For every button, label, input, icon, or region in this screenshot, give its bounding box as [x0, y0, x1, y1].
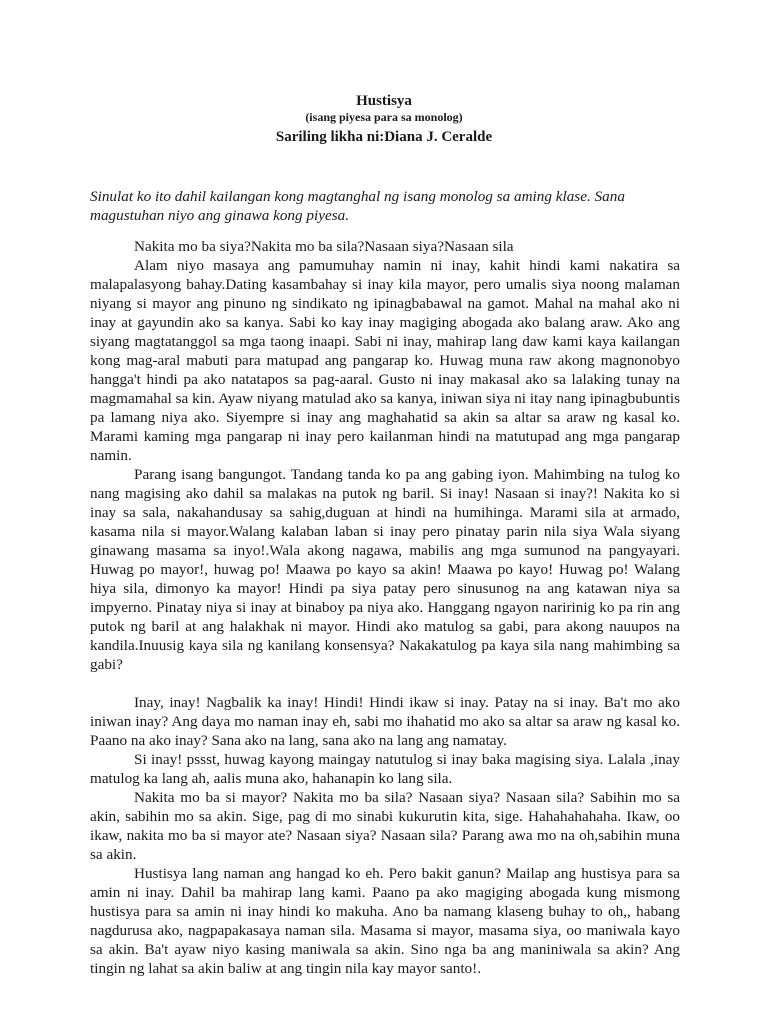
paragraph-inay-returned: Inay, inay! Nagbalik ka inay! Hindi! Hindi ikaw si inay. Patay na si inay. Ba't mo ako iniwan inay? Ang daya mo naman inay eh, sabi mo ihahatid mo ako sa altar sa araw ng kasal ko. Paano na ako inay? Sana ako na lang, sana ako na lang ang namatay.: [90, 694, 680, 749]
document-header: [0, 92, 768, 147]
paragraph-opening-line: Nakita mo ba siya?Nakita mo ba sila?Nasaan siya?Nasaan sila: [134, 238, 514, 255]
document-subtitle: (isang piyesa para sa monolog): [305, 110, 463, 124]
paragraph-justice: Hustisya lang naman ang hangad ko eh. Pero bakit ganun? Mailap ang hustisya para sa amin ni inay. Dahil ba mahirap lang kami. Paano pa ako magiging abogada kung mismong hustisya para sa amin ni inay hindi ko makuha. Ano ba namang klaseng buhay to oh,, habang nagdurusa ako, nagpapakasaya naman sila. Masama si mayor, masama siya, oo maniwala kayo sa akin. Ba't ayaw niyo kasing maniwala sa akin. Sino nga ba ang maniniwala sa akin? Ang tingin ng lahat sa akin baliw at ang tingin nila kay mayor santo!.: [90, 865, 680, 977]
monologue-body: [90, 237, 680, 978]
paragraph-searching-mayor: Nakita mo ba si mayor? Nakita mo ba sila? Nasaan siya? Nasaan sila? Sabihin mo sa akin, sabihin mo sa akin. Sige, pag di mo sinabi kukurutin kita, sige. Hahahahahaha. Ikaw, oo ikaw, nakita mo ba si mayor ate? Nasaan siya? Nasaan sila? Parang awa mo na oh,sabihin muna sa akin.: [90, 789, 680, 863]
document-title: Hustisya: [356, 93, 412, 109]
paragraph-spacer: [90, 674, 680, 693]
paragraph-life-with-inay: Alam niyo masaya ang pamumuhay namin ni inay, kahit hindi kami nakatira sa malapalasyong bahay.Dating kasambahay si inay kila mayor, pero umalis siya noong malaman niyang si mayor ang pinuno ng sindikato ng ipinagbabawal na gamot. Mahal na mahal ako ni inay at gayundin ako sa kanya. Sabi ko kay inay magiging abogada ako balang araw. Ako ang siyang magtatanggol sa mga taong inaapi. Sabi ni inay, mahirap lang daw kami kaya kailangan kong mag-aral mabuti para matupad ang pangarap ko. Huwag muna raw akong magnonobyo hangga't hindi pa ako natatapos sa pag-aaral. Gusto ni inay makasal ako sa lalaking tunay na magmamahal sa kin. Ayaw niyang matulad ako sa kanya, iniwan siya ni itay nang ipinagbubuntis pa lamang niya ako. Siyempre si inay ang maghahatid sa akin sa altar sa araw ng kasal ko. Marami kaming mga pangarap ni inay pero kailanman hindi na matutupad ang mga pangarap namin.: [90, 257, 680, 464]
paragraph-nightmare: Parang isang bangungot. Tandang tanda ko pa ang gabing iyon. Mahimbing na tulog ko nang magising ako dahil sa malakas na putok ng baril. Si inay! Nasaan si inay?! Nakita ko si inay sa sala, nakahandusay sa sahig,duguan at hindi na humihinga. Marami sila at armado, kasama nila si mayor.Walang kalaban laban si inay pero pinatay parin nila siya Wala siyang ginawang masama sa inyo!.Wala akong nagawa, mabilis ang mga sumunod na pangyayari. Huwag po mayor!, huwag po! Maawa po kayo sa akin! Maawa po kayo! Huwag po! Walang hiya sila, dimonyo ka mayor! Hindi pa siya patay pero sinusunog na ang katawan niya sa impyerno. Pinatay niya si inay at binaboy pa niya ako. Hanggang ngayon naririnig ko pa rin ang putok ng baril at ang halakhak ni mayor. Hindi ako matulog sa gabi, para akong nauupos na kandila.Inuusig kaya sila ng kanilang konsensya? Nakakatulog pa kaya sila nang mahimbing sa gabi?: [90, 466, 680, 673]
intro-note: Sinulat ko ito dahil kailangan kong magtanghal ng isang monolog sa aming klase. Sana magustuhan niyo ang ginawa kong piyesa.: [90, 188, 625, 224]
author-line: Sariling likha ni:Diana J. Ceralde: [275, 129, 493, 145]
paragraph-quiet-inay: Si inay! pssst, huwag kayong maingay natutulog si inay baka magising siya. Lalala ,inay matulog ka lang ah, aalis muna ako, hahanapin ko lang sila.: [90, 751, 680, 787]
